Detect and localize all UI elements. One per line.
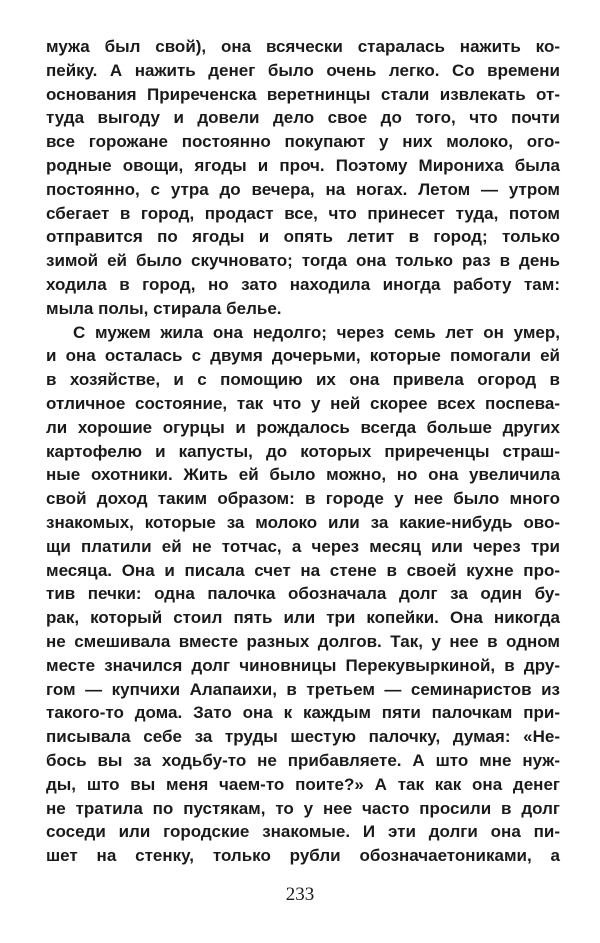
text-line: отправится по ягоды и опять летит в город; только [46,227,560,247]
text-line: в хозяйстве, и с помощию их она привела огород в [46,370,560,390]
text-line: мужа был свой), она всячески старалась нажить ко- [46,37,560,56]
text-line: С мужем жила она недолго; через семь лет он умер, [73,322,560,342]
text-line: соседи или городские знакомые. И эти долги она пи- [46,822,560,842]
text-line: ли хорошие огурцы и рождалось всегда больше других [46,417,560,437]
text-line: щи платили ей не тотчас, а через месяц или через три [46,536,560,556]
text-line: не тратила по пустякам, то у нее часто просили в долг [46,798,560,818]
text-line: гом — купчихи Алапаихи, в третьем — семинаристов из [46,679,560,699]
text-line: сбегает в город, продаст все, что принесет туда, потом [46,203,560,223]
text-line: ходила в город, но зато находила иногда работу там: [46,274,560,294]
text-line: рак, который стоил пять или три копейки. Она никогда [46,608,560,628]
page-body [46,35,560,868]
text-line: месте значился долг чиновницы Перекувыркиной, в дру- [46,655,560,675]
text-line: отличное состояние, так что у ней скорее всех поспева- [46,393,560,413]
text-line: картофелю и капусты, до которых приреченцы страш- [46,441,560,461]
text-line: туда выгоду и довели дело свое до того, что почти [46,108,560,128]
text-line: писывала себе за труды шестую палочку, думая: «Не- [46,727,560,747]
text-line: не смешивала вместе разных долгов. Так, у нее в одном [46,631,560,651]
text-line: шет на стенку, только рубли обозначаетониками, а [46,846,560,866]
text-line: родные овощи, ягоды и проч. Поэтому Мирониха была [46,155,560,175]
text-line: свой доход таким образом: в городе у нее было много [46,489,560,509]
text-line: зимой ей было скучновато; тогда она только раз в день [46,251,560,271]
text-line: бось вы за ходьбу-то не прибавляете. А што мне нуж- [46,750,560,770]
text-line: пейку. А нажить денег было очень легко. Со времени [46,60,560,80]
text-line: ные охотники. Жить ей было можно, но она увеличила [46,465,560,485]
text-line: такого-то дома. Зато она к каждым пяти палочкам при- [46,703,560,723]
paragraph-2 [46,321,560,868]
text-line: все горожане постоянно покупают у них молоко, ого- [46,132,560,152]
text-line: и она осталась с двумя дочерьми, которые помогали ей [46,346,560,366]
text-line: мыла полы, стирала белье. [46,298,282,318]
text-line: постоянно, с утра до вечера, на ногах. Летом — утром [46,179,560,199]
text-line: тив печки: одна палочка обозначала долг за один бу- [46,584,560,604]
text-line: знакомых, которые за молоко или за какие-нибудь ово- [46,512,560,532]
page-number: 233 [285,884,315,905]
text-line: ды, што вы меня чаем-то поите?» А так как она денег [46,774,560,794]
text-line: основания Приреченска веретнинцы стали извлекать от- [46,84,560,104]
paragraph-1 [46,35,560,321]
text-line: месяца. Она и писала счет на стене в своей кухне про- [46,560,560,580]
